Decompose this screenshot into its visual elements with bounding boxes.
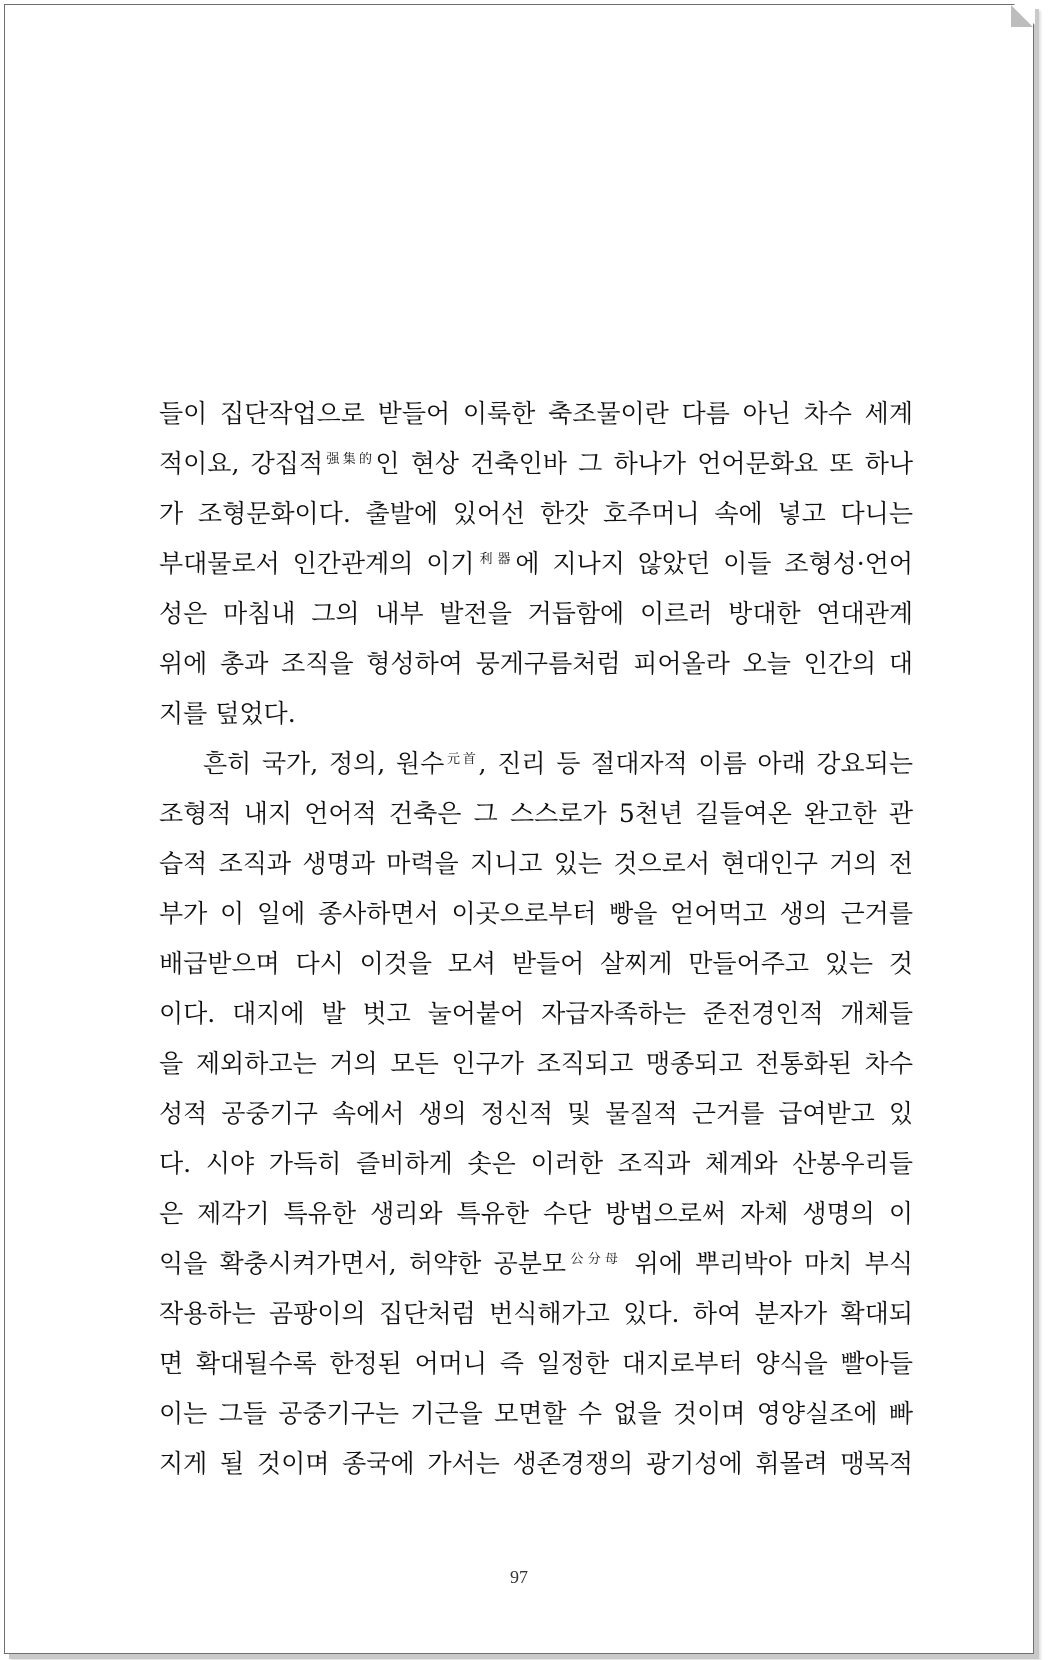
hanja-annotation: 利器 (474, 552, 516, 567)
text-segment: 습적 조직과 생명과 마력을 지니고 있는 것으로서 현대인구 거의 전 (159, 849, 913, 878)
text-segment: 지게 될 것이며 종국에 가서는 생존경쟁의 광기성에 휘몰려 맹목적 (159, 1449, 913, 1478)
text-line (159, 639, 913, 689)
page-number: 97 (510, 1567, 528, 1587)
text-segment: 작용하는 곰팡이의 집단처럼 번식해가고 있다. 하여 분자가 확대되 (159, 1299, 913, 1328)
text-segment: 부가 이 일에 종사하면서 이곳으로부터 빵을 얻어먹고 생의 근거를 (159, 899, 913, 928)
text-segment: 적이요, 강집적 (159, 449, 324, 478)
page-corner-fold (1013, 3, 1035, 25)
text-segment: 조형적 내지 언어적 건축은 그 스스로가 5천년 길들여온 완고한 관 (159, 799, 913, 828)
text-segment: 들이 집단작업으로 받들어 이룩한 축조물이란 다름 아닌 차수 세계 (159, 399, 913, 428)
text-segment: 배급받으며 다시 이것을 모셔 받들어 살찌게 만들어주고 있는 것 (159, 949, 913, 978)
hanja-annotation: 公分母 (566, 1252, 623, 1267)
text-line (159, 589, 913, 639)
text-segment: 흔히 국가, 정의, 원수 (203, 749, 445, 778)
text-line-paragraph-end (159, 689, 913, 739)
text-line-paragraph-start (159, 739, 913, 789)
text-line (159, 989, 913, 1039)
text-line (159, 439, 913, 489)
body-text (159, 389, 913, 1489)
book-page (4, 4, 1034, 1654)
text-line (159, 1089, 913, 1139)
text-segment: 다. 시야 가득히 즐비하게 솟은 이러한 조직과 체계와 산봉우리들 (159, 1149, 913, 1178)
text-line (159, 789, 913, 839)
text-line (159, 389, 913, 439)
text-segment: 지를 덮었다. (159, 699, 296, 728)
text-line (159, 489, 913, 539)
text-segment: 부대물로서 인간관계의 이기 (159, 549, 475, 578)
text-line (159, 1139, 913, 1189)
text-line (159, 939, 913, 989)
text-segment: , 진리 등 절대자적 이름 아래 강요되는 (478, 749, 913, 778)
text-line (159, 1039, 913, 1089)
text-segment: 성은 마침내 그의 내부 발전을 거듭함에 이르러 방대한 연대관계 (159, 599, 913, 628)
text-line (159, 1339, 913, 1389)
text-line (159, 539, 913, 589)
text-segment: 위에 뿌리박아 마치 부식 (622, 1249, 913, 1278)
text-segment: 을 제외하고는 거의 모든 인구가 조직되고 맹종되고 전통화된 차수 (159, 1049, 913, 1078)
text-segment: 은 제각기 특유한 생리와 특유한 수단 방법으로써 자체 생명의 이 (159, 1199, 913, 1228)
text-segment: 익을 확충시켜가면서, 허약한 공분모 (159, 1249, 567, 1278)
text-segment: 위에 총과 조직을 형성하여 뭉게구름처럼 피어올라 오늘 인간의 대 (159, 649, 913, 678)
text-segment: 이는 그들 공중기구는 기근을 모면할 수 없을 것이며 영양실조에 빠 (159, 1399, 913, 1428)
text-line (159, 1389, 913, 1439)
text-line (159, 1289, 913, 1339)
text-line (159, 889, 913, 939)
text-line (159, 1239, 913, 1289)
text-segment: 에 지나지 않았던 이들 조형성·언어 (515, 549, 913, 578)
text-line (159, 1189, 913, 1239)
text-segment: 면 확대될수록 한정된 어머니 즉 일정한 대지로부터 양식을 빨아들 (159, 1349, 913, 1378)
text-segment: 가 조형문화이다. 출발에 있어선 한갓 호주머니 속에 넣고 다니는 (159, 499, 913, 528)
text-segment: 인 현상 건축인바 그 하나가 언어문화요 또 하나 (375, 449, 913, 478)
hanja-annotation: 强集的 (323, 452, 376, 467)
text-segment: 이다. 대지에 발 벗고 눌어붙어 자급자족하는 준전경인적 개체들 (159, 999, 913, 1028)
text-segment: 성적 공중기구 속에서 생의 정신적 및 물질적 근거를 급여받고 있 (159, 1099, 913, 1128)
text-line (159, 1439, 913, 1489)
text-line (159, 839, 913, 889)
hanja-annotation: 元首 (444, 752, 479, 767)
